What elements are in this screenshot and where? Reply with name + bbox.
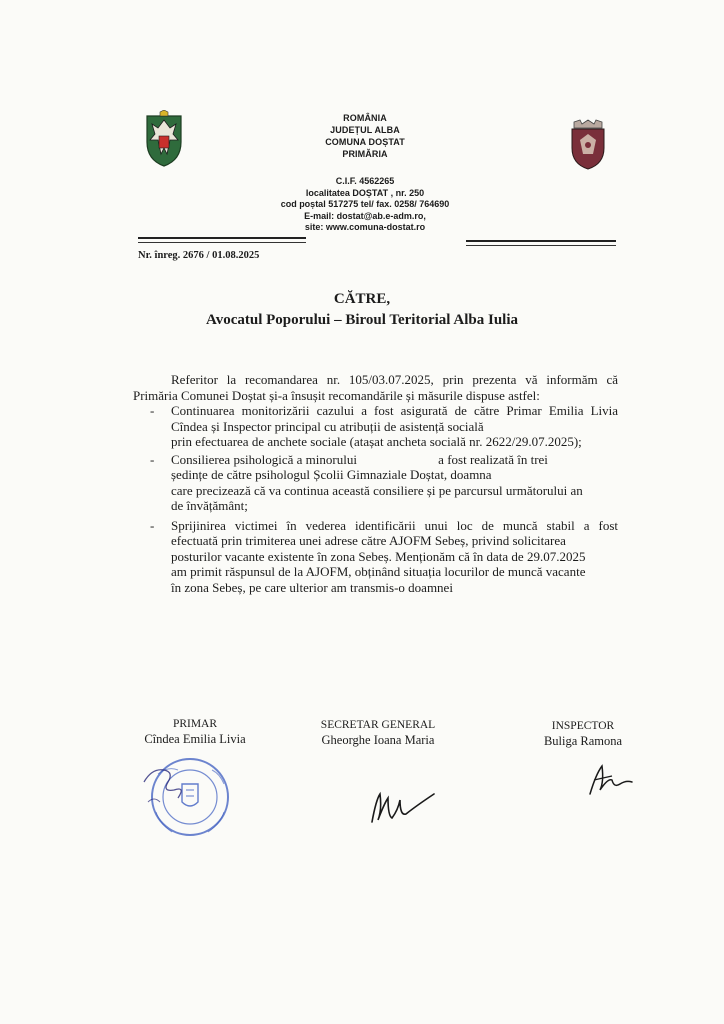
header-rule-right-under — [466, 245, 616, 246]
bullet-dash: - — [150, 517, 155, 533]
dostat-coat-of-arms-icon — [568, 118, 608, 170]
letterhead-county: JUDEȚUL ALBA — [330, 125, 400, 135]
bullet-line: care precizează că va continua această consiliere și pe parcursul următorului an — [171, 482, 583, 498]
recipient-name: Avocatul Poporului – Biroul Teritorial Alba Iulia — [206, 312, 518, 328]
intro-line: Referitor la recomandarea nr. 105/03.07.2025, prin prezenta vă informăm că — [171, 372, 618, 387]
inspector-signature-mark — [586, 760, 636, 800]
bullet-line: Continuarea monitorizării cazului a fost asigurată de către Primar Emilia Livia — [171, 403, 618, 418]
list-item — [133, 518, 618, 596]
recipient-heading: CĂTRE, — [333, 291, 391, 307]
intro-line: Primăria Comunei Doștat și-a însușit recomandările și măsurile dispuse astfel: — [133, 387, 540, 403]
bullet-line: de învățământ; — [171, 498, 248, 513]
bullet-line: am primit răspunsul de la AJOFM, obținând situația locurilor de muncă vacante — [171, 564, 586, 579]
measures-list — [133, 403, 618, 595]
list-item — [133, 452, 618, 514]
header-rule-left-under — [138, 242, 306, 243]
letterhead-institution-name: PRIMĂRIA — [342, 149, 388, 159]
signature-title: PRIMAR — [172, 718, 218, 730]
bullet-line: în zona Sebeș, pe care ulterior am transmis-o doamnei — [171, 579, 453, 595]
signature-name: Buliga Ramona — [543, 734, 623, 748]
letterhead-site: site: www.comuna-dostat.ro — [304, 222, 426, 232]
letterhead-commune: COMUNA DOȘTAT — [325, 137, 405, 147]
signature-block-mayor — [120, 717, 270, 747]
bullet-line: efectuată prin trimiterea unei adrese către AJOFM Sebeș, privind solicitarea — [171, 533, 566, 548]
signature-title: SECRETAR GENERAL — [320, 719, 436, 731]
signature-title: INSPECTOR — [551, 720, 615, 732]
bullet-line: ședințe de către psihologul Școlii Gimnaziale Doștat, doamna — [171, 467, 492, 482]
signature-block-secretary — [298, 718, 458, 748]
letterhead-postal: cod poștal 517275 tel/ fax. 0258/ 764690 — [280, 199, 450, 209]
registration-number: Nr. înreg. 2676 / 01.08.2025 — [138, 250, 260, 261]
signature-name: Gheorghe Ioana Maria — [321, 733, 435, 747]
bullet-dash: - — [150, 451, 155, 467]
bullet-line: Cîndea și Inspector principal cu atribuții de asistență socială — [171, 418, 484, 434]
signature-name: Cîndea Emilia Livia — [144, 732, 246, 746]
secretary-signature-mark — [368, 780, 438, 830]
signature-block-inspector — [508, 719, 658, 749]
bullet-line: prin efectuarea de anchete sociale (atașat ancheta socială nr. 2622/29.07.2025); — [171, 434, 582, 449]
letterhead-address: localitatea DOȘTAT , nr. 250 — [305, 187, 425, 198]
letterhead-country: ROMÂNIA — [343, 113, 387, 123]
romania-coat-of-arms-icon — [143, 110, 185, 168]
bullet-dash: - — [150, 403, 155, 418]
official-round-stamp-icon — [138, 752, 234, 842]
letterhead-cif: C.I.F. 4562265 — [335, 176, 395, 186]
letterhead-contact — [230, 176, 500, 234]
bullet-line: Consilierea psihologică a minorului a fost realizată în trei — [171, 451, 548, 467]
bullet-line: posturilor vacante existente în zona Sebeș. Menționăm că în data de 29.07.2025 — [171, 548, 586, 564]
bullet-line: Sprijinirea victimei în vederea identificării unui loc de muncă stabil a fost — [171, 517, 618, 533]
list-item — [133, 403, 618, 450]
header-rule-left — [138, 237, 306, 239]
letterhead-email: E-mail: dostat@ab.e-adm.ro, — [304, 210, 426, 221]
intro-paragraph — [133, 372, 618, 403]
letterhead-institution — [240, 112, 490, 160]
header-rule-right — [466, 240, 616, 242]
